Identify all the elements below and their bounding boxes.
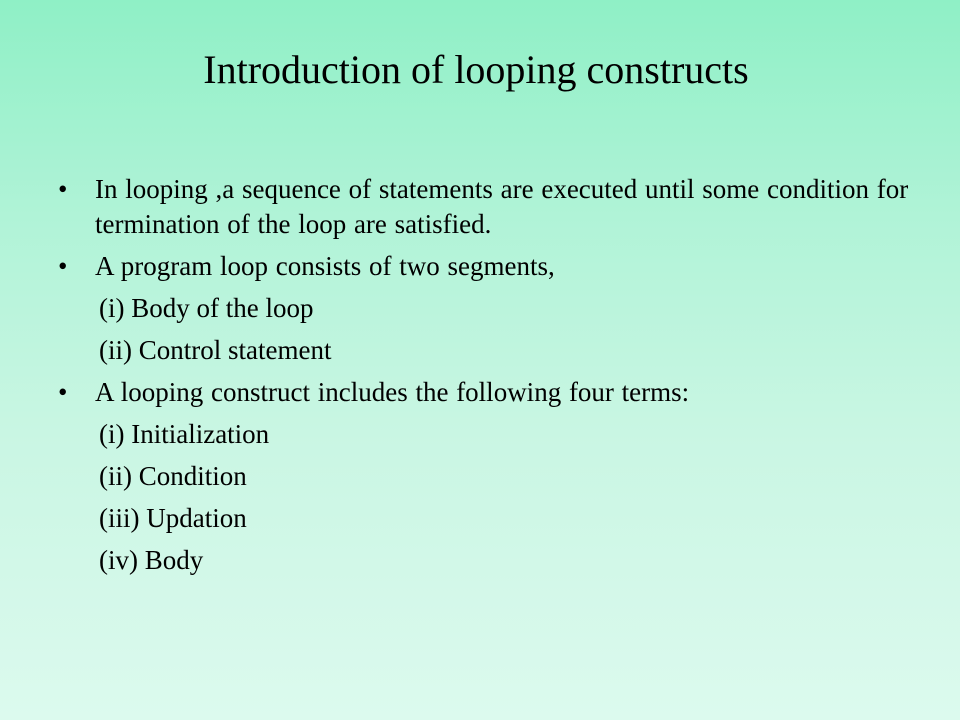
bullet-icon: • xyxy=(58,174,68,204)
bullet-icon: • xyxy=(58,377,68,407)
sub-item: (i) Body of the loop xyxy=(99,293,314,323)
bullet-icon: • xyxy=(58,251,68,281)
bullet-item xyxy=(58,249,918,284)
bullet-item xyxy=(58,172,918,242)
slide-body xyxy=(58,172,918,585)
slide-title: Introduction of looping constructs xyxy=(203,47,749,92)
bullet-text: A program loop consists of two segments, xyxy=(95,251,555,281)
sub-item: (ii) Condition xyxy=(99,461,247,491)
sub-item: (ii) Control statement xyxy=(99,335,332,365)
bullet-text: A looping construct includes the following four terms: xyxy=(95,377,690,407)
sub-item: (iv) Body xyxy=(99,545,204,575)
bullet-item xyxy=(58,375,918,410)
sub-item: (iii) Updation xyxy=(99,503,247,533)
bullet-text: In looping ,a sequence of statements are executed until some condition for termination of the loop are satisfied. xyxy=(95,174,909,239)
sub-item: (i) Initialization xyxy=(99,419,270,449)
